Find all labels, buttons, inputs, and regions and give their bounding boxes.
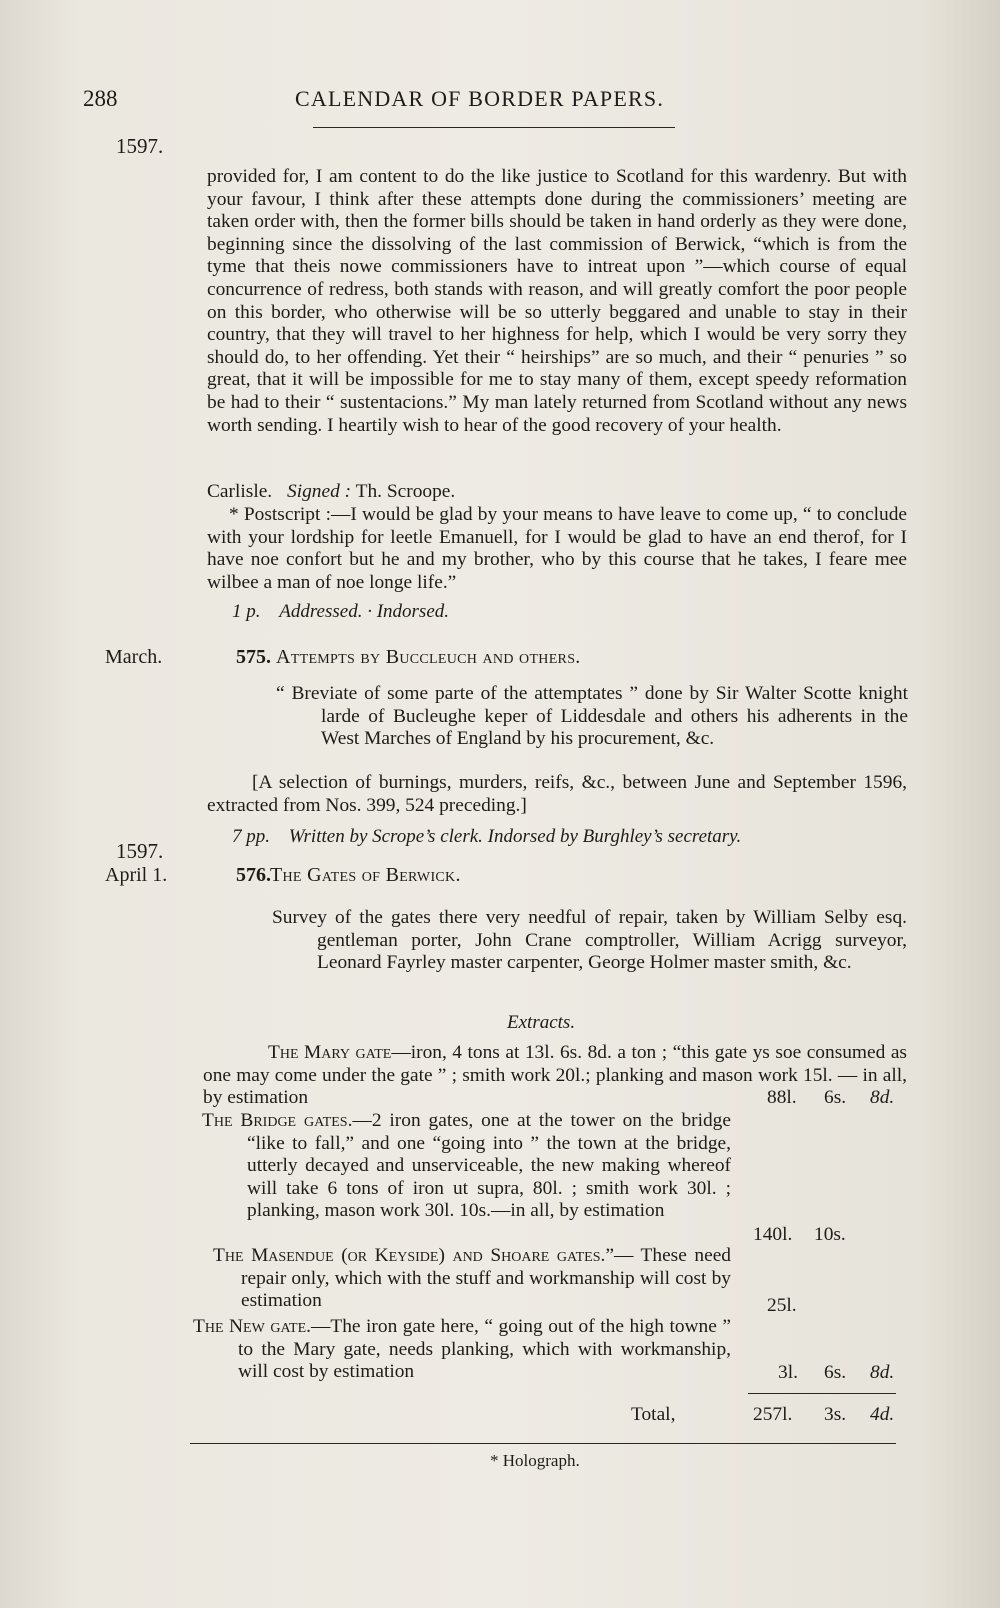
letter-meta-pages: 1 p. [232,601,261,622]
item-text: —2 iron gates, one at the tower on the bridge “like to fall,” and one “going into ” the town at the bridge, utterly decayed and unserviceable, the new making whereof will take 6 tons of iron ut supra, 80l. ; smith work 30l. ; planking, mason work 30l. 10s.—in all, by estimation [247,1110,731,1222]
entry-575-date: March. [105,646,163,668]
total-pounds: 257l. [753,1404,793,1425]
extracts-label: Extracts. [507,1012,576,1033]
letter-meta-text: Addressed. · Indorsed. [279,601,449,622]
item-mary-gate [203,1042,907,1110]
entry-575-summary: “ Breviate of some parte of the attemptates ” done by Sir Walter Scotte knight larde of Bucleughe keper of Liddesdale and others his adherents in the West Marches of England by his procurement, &c. [276,683,908,750]
entry-575-note: [A selection of burnings, murders, reifs, &c., between June and September 1596, extracted from Nos. 399, 524 preceding.] [207,772,907,816]
total-pence: 4d. [870,1404,895,1425]
item-title: The New gate. [193,1316,311,1337]
entry-576-date: April 1. [105,864,168,886]
postscript: * Postscript :—I would be glad by your means to have leave to come up, “ to conclude with your lordship for leetle Emanuell, for I would be glad to have an end therof, for I have noe confort but he and my brother, who by this course that he takes, I feare mee wilbee a man of noe longe life.” [207,504,907,593]
item-title: The Mary gate [268,1042,392,1063]
footnote: * Holograph. [490,1451,580,1470]
entry-575-number: 575. [236,646,271,668]
entry-576-title: The Gates of Berwick. [270,864,461,886]
amount-pounds: 88l. [767,1087,797,1108]
amount-pounds: 25l. [767,1295,797,1316]
amount-shillings: 6s. [824,1087,847,1108]
entry-576-year: 1597. [116,839,164,863]
total-rule [748,1393,896,1394]
item-new-gate [193,1316,731,1384]
item-title: The Masendue (or Keyside) and Shoare gates.” [213,1245,614,1266]
entry-575-meta-text: Written by Scrope’s clerk. Indorsed by Burghley’s secretary. [288,826,742,847]
item-title: The Bridge gates. [202,1110,353,1131]
margin-year: 1597. [116,134,164,158]
item-masendue-gates [213,1245,732,1313]
footnote-rule [190,1443,896,1444]
signoff-place: Carlisle. [207,481,273,502]
total-shillings: 3s. [824,1404,847,1425]
entry-575-meta-pages: 7 pp. [232,826,270,847]
entry-575-title: Attempts by Buccleuch and others. [276,646,581,668]
signed-name: Th. Scroope. [355,481,456,502]
page-number: 288 [83,86,118,111]
header-rule [313,127,675,128]
item-text: — These need repair only, which with the stuff and workmanship will cost by estimation [241,1245,732,1312]
amount-shillings: 10s. [814,1224,846,1245]
item-text: —iron, 4 tons at 13l. 6s. 8d. a ton ; “this gate ys soe consumed as one may come under the gate ” ; smith work 20l.; planking and mason work 15l. — in all, by estimation [203,1042,907,1109]
letter-paragraph: provided for, I am content to do the like justice to Scotland for this wardenry. But with your favour, I think after these attempts done during the commissioners’ meeting are taken order with, then the former bills should be taken in hand orderly as they were done, beginning since the dissolving of the last commission of Berwick, “which is from the tyme that theis nowe commissioners have to intreat upon ”—which course of equal concurrence of redress, both stands with reason, and will greatly comfort the poor people on this border, who otherwise will be so utterly beggared and unable to stay in their country, that they will travel to her highness for help, which I would be very sorry they should do, to her offending. Yet their “ heirships” are so much, and their “ penuries ” so great, that it will be impossible for me to stay many of them, except speedy reformation be had to their “ sustentacions.” My man lately returned from Scotland without any news worth sending. I heartily wish to hear of the good recovery of your health. [207,166,907,436]
signed-label: Signed : [287,481,352,502]
entry-576-summary: Survey of the gates there very needful of repair, taken by William Selby esq. gentleman porter, John Crane comptroller, William Acrigg surveyor, Leonard Fayrley master carpenter, George Holmer master smith, &c. [272,907,907,974]
item-bridge-gates [202,1110,731,1223]
running-head: CALENDAR OF BORDER PAPERS. [295,86,665,111]
entry-576-number: 576. [236,864,271,886]
item-text: —The iron gate here, “ going out of the high towne ” to the Mary gate, needs planking, which with workmanship, will cost by estimation [238,1316,731,1383]
amount-pence: 8d. [870,1362,895,1383]
letter-signoff [207,481,907,504]
amount-pounds: 140l. [753,1224,793,1245]
letter-meta [232,601,449,623]
amount-shillings: 6s. [824,1362,847,1383]
amount-pounds: 3l. [778,1362,798,1383]
amount-pence: 8d. [870,1087,895,1108]
entry-575-meta [232,826,741,848]
total-label: Total, [631,1404,676,1425]
